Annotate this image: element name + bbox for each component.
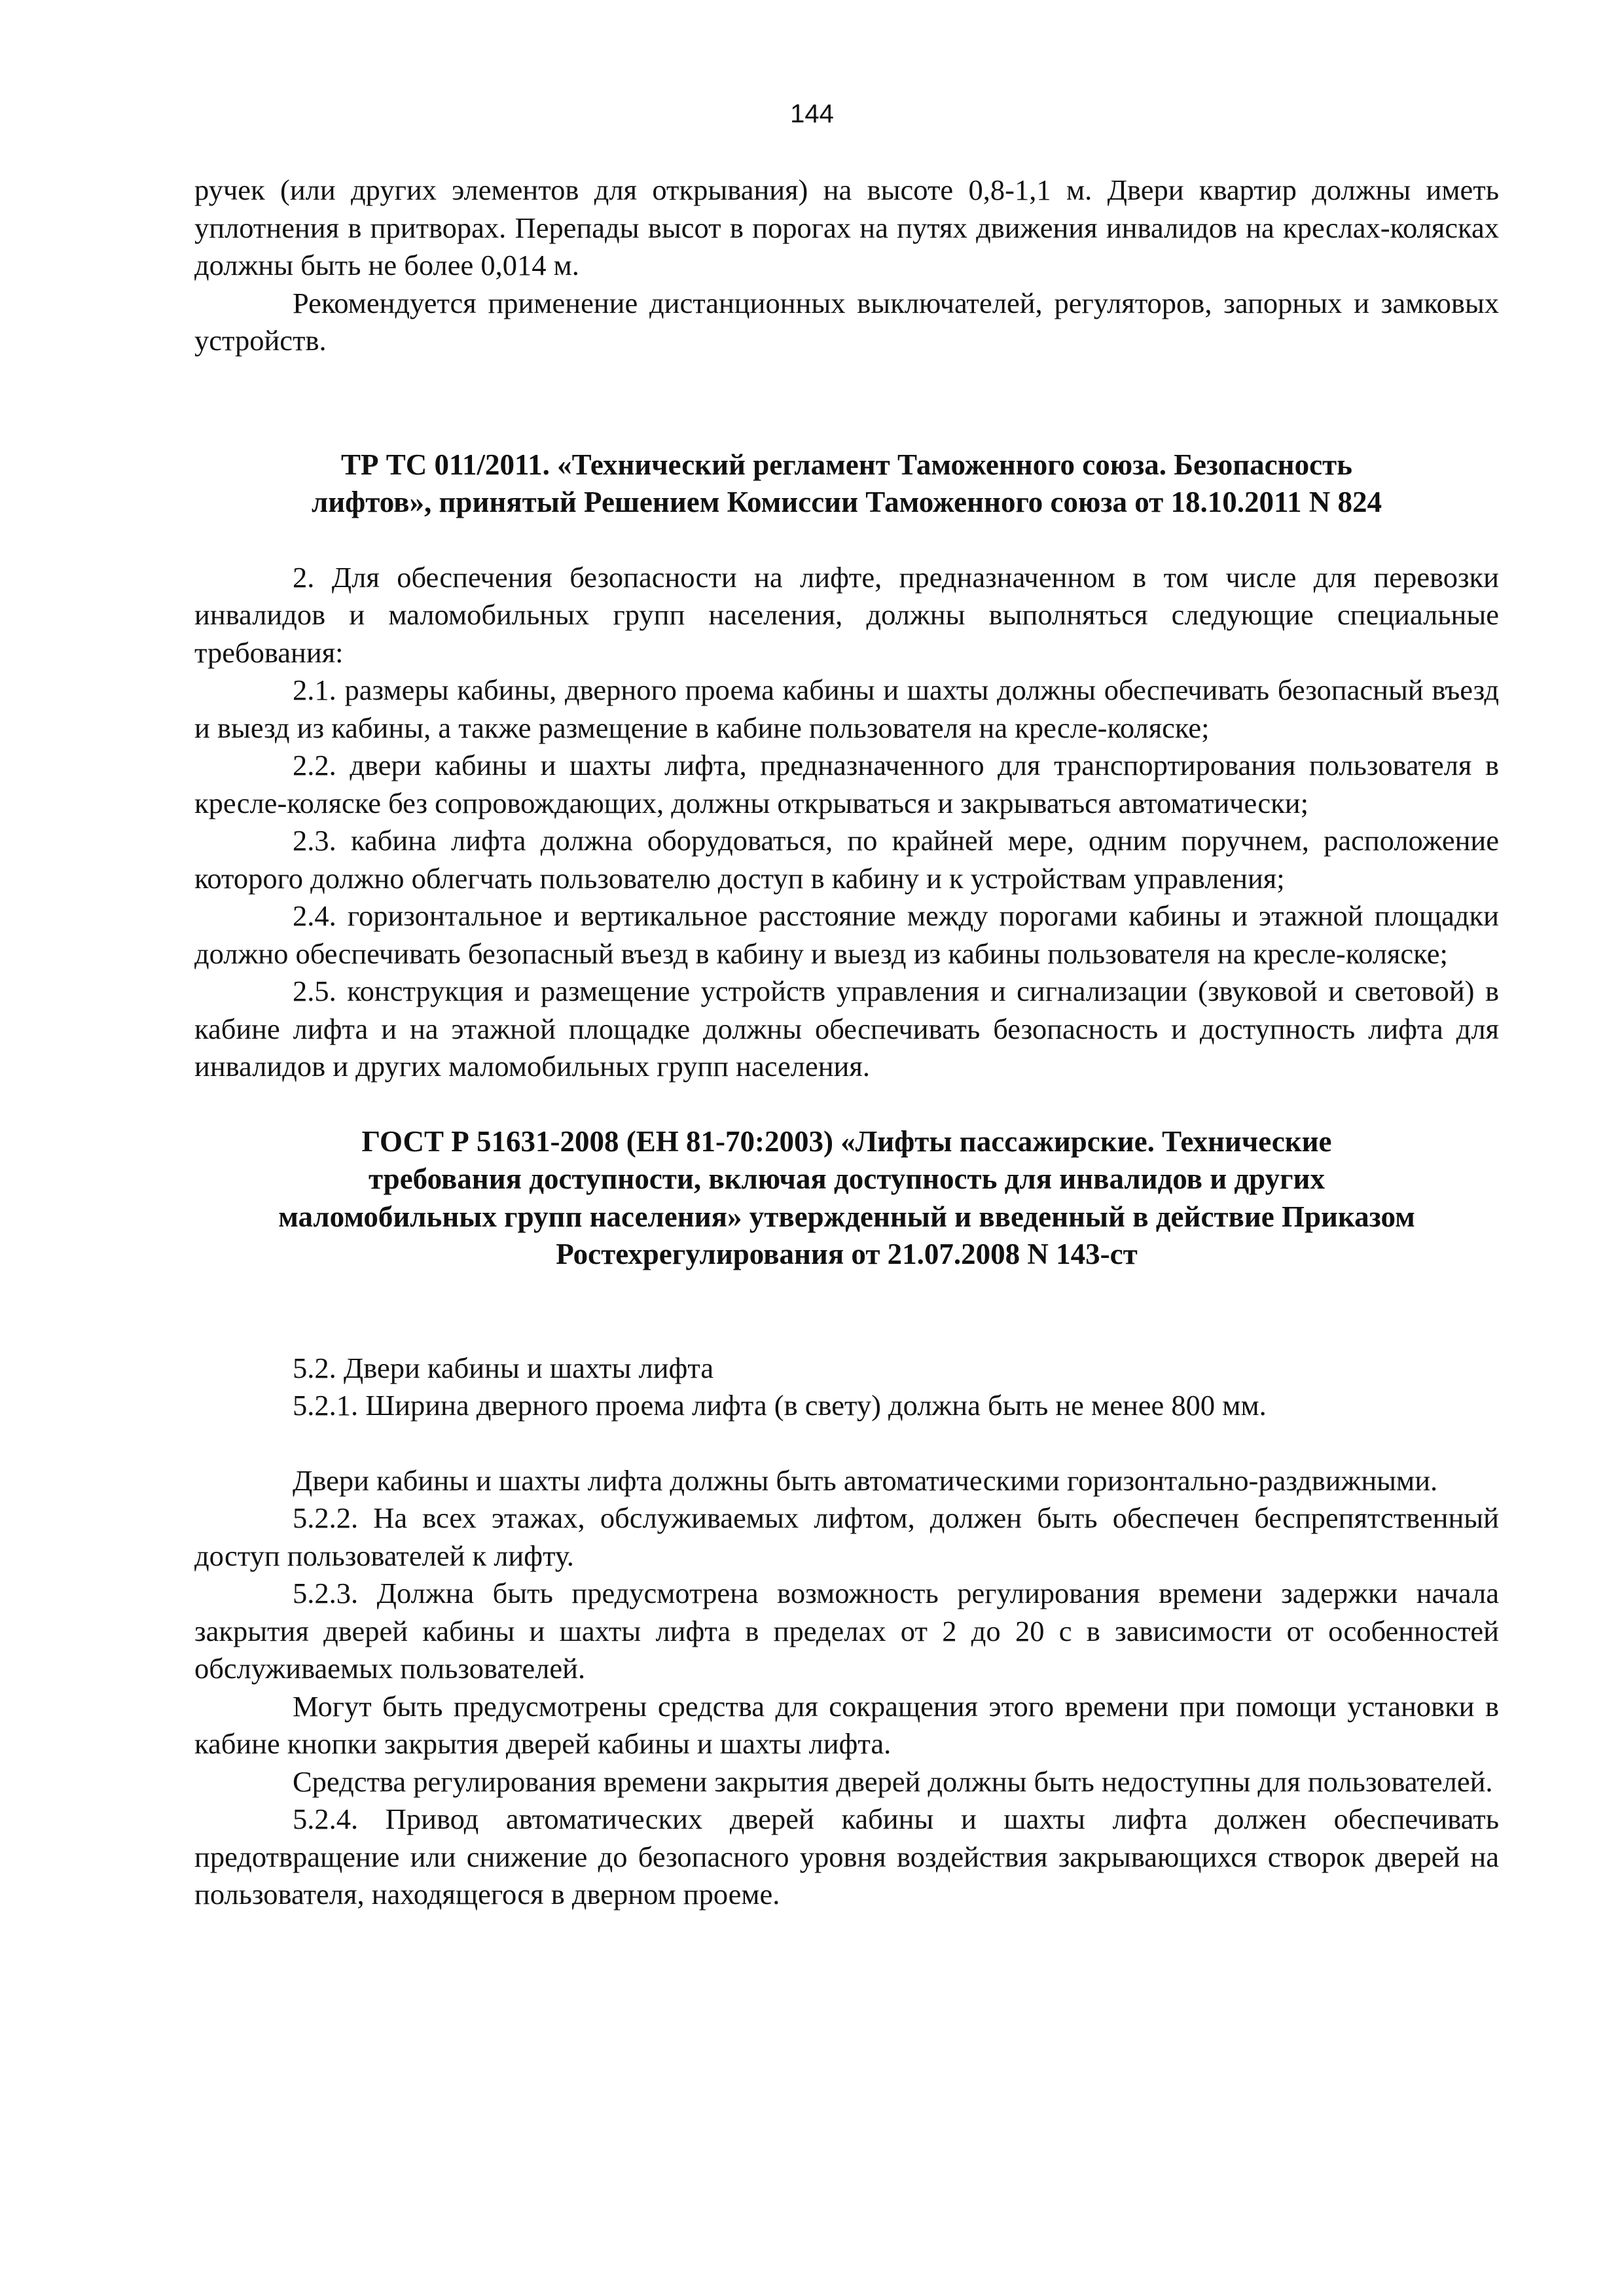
section-2-heading-line-4: Ростехрегулирования от 21.07.2008 N 143-ст	[556, 1238, 1138, 1270]
section-2-paragraph: Могут быть предусмотрены средства для сокращения этого времени при помощи установки в кабине кнопки закрытия дверей кабины и шахты лифта.	[194, 1689, 1499, 1760]
section-1-paragraph: 2.4. горизонтальное и вертикальное расстояние между порогами кабины и этажной площадки должно обеспечивать безопасный въезд в кабину и выезд из кабины пользователя на кресле-коляске;	[194, 899, 1499, 970]
section-2-paragraph: 5.2.3. Должна быть предусмотрена возможность регулирования времени задержки начала закрытия дверей кабины и шахты лифта в пределах от 2 до 20 с в зависимости от особенностей обслуживаемых пользователей.	[194, 1577, 1499, 1685]
section-1-paragraph: 2.1. размеры кабины, дверного проема кабины и шахты должны обеспечивать безопасный въезд и выезд из кабины, а также размещение в кабине пользователя на кресле-коляске;	[194, 673, 1499, 744]
section-1-paragraph: 2.2. двери кабины и шахты лифта, предназначенного для транспортирования пользователя в кресле-коляске без сопровождающих, должны открываться и закрываться автоматически;	[194, 749, 1499, 819]
section-1-paragraph: 2.3. кабина лифта должна оборудоваться, по крайней мере, одним поручнем, расположение которого должно облегчать пользователю доступ в кабину и к устройствам управления;	[194, 824, 1499, 895]
section-2-paragraph: 5.2.4. Привод автоматических дверей кабины и шахты лифта должен обеспечивать предотвращение или снижение до безопасного уровня воздействия закрывающихся створок дверей на пользователя, находящегося в дверном проеме.	[194, 1803, 1499, 1910]
section-1-heading	[194, 446, 1499, 522]
section-2-heading	[194, 1123, 1499, 1274]
section-2-paragraph: 5.2.1. Ширина дверного проема лифта (в свету) должна быть не менее 800 мм.	[293, 1389, 1267, 1422]
section-2-heading-line-3: маломобильных групп населения» утвержденный и введенный в действие Приказом	[278, 1200, 1415, 1233]
intro-paragraph-2: Рекомендуется применение дистанционных выключателей, регуляторов, запорных и замковых устройств.	[194, 286, 1499, 357]
page-number: 144	[790, 99, 834, 128]
section-2-heading-line-1: ГОСТ Р 51631-2008 (ЕН 81-70:2003) «Лифты пассажирские. Технические	[361, 1124, 1332, 1158]
section-2-heading-line-2: требования доступности, включая доступность для инвалидов и других	[369, 1162, 1325, 1195]
document-body	[194, 171, 1499, 1914]
section-1-heading-line-1: ТР ТС 011/2011. «Технический регламент Таможенного союза. Безопасность	[341, 448, 1352, 481]
section-1-paragraph: 2.5. конструкция и размещение устройств управления и сигнализации (звуковой и световой) в кабине лифта и на этажной площадке должны обеспечивать безопасность и доступность лифта для инвалидов и других маломобильных групп населения.	[194, 975, 1499, 1083]
section-2-paragraph: Средства регулирования времени закрытия дверей должны быть недоступны для пользователей.	[293, 1765, 1493, 1798]
intro-paragraph-1: ручек (или других элементов для открывания) на высоте 0,8-1,1 м. Двери квартир должны иметь уплотнения в притворах. Перепады высот в порогах на путях движения инвалидов на креслах-колясках должны быть не более 0,014 м.	[194, 173, 1499, 281]
section-2-paragraph: Двери кабины и шахты лифта должны быть автоматическими горизонтально-раздвижными.	[293, 1463, 1438, 1497]
section-1-heading-line-2: лифтов», принятый Решением Комиссии Таможенного союза от 18.10.2011 N 824	[311, 486, 1382, 518]
section-1-paragraph: 2. Для обеспечения безопасности на лифте, предназначенном в том числе для перевозки инвалидов и маломобильных групп населения, должны выполняться следующие специальные требования:	[194, 560, 1499, 669]
section-2-paragraph: 5.2.2. На всех этажах, обслуживаемых лифтом, должен быть обеспечен беспрепятственный доступ пользователей к лифту.	[194, 1501, 1499, 1572]
section-2-paragraph: 5.2. Двери кабины и шахты лифта	[293, 1351, 714, 1384]
